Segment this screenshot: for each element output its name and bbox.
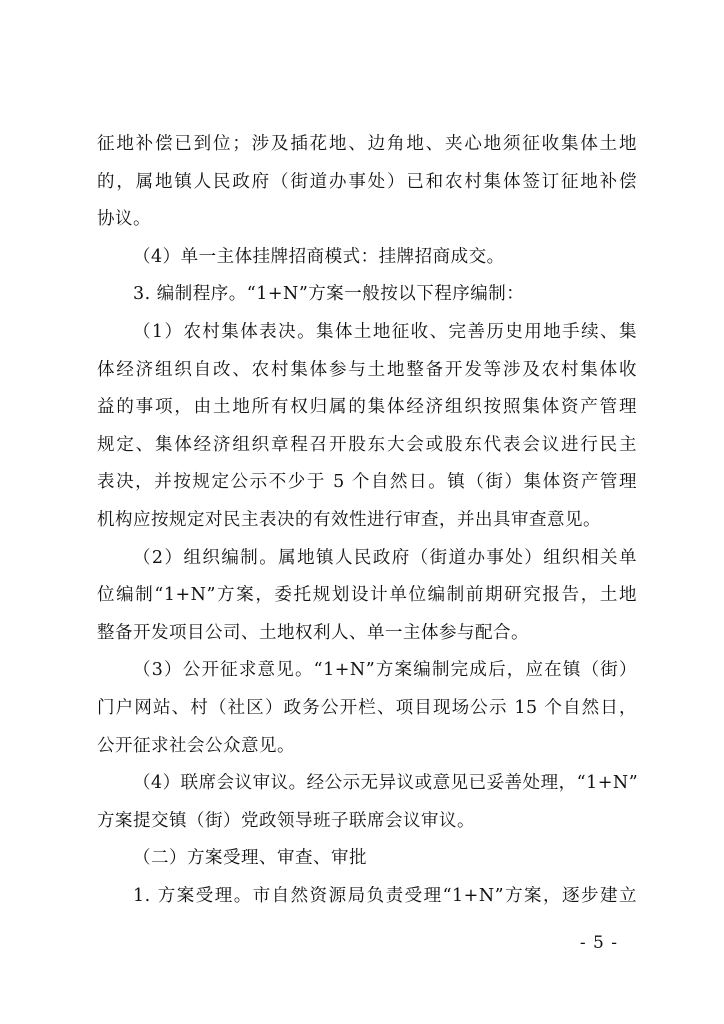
body-text	[97, 126, 637, 915]
text-line: 1. 方案受理。市自然资源局负责受理“1+N”方案，逐步建立	[133, 885, 637, 906]
text-line: 公开征求社会公众意见。	[97, 735, 295, 756]
text-line: 门户网站、村（社区）政务公开栏、项目现场公示 15 个自然日，	[97, 697, 637, 718]
text-line: 协议。	[97, 209, 151, 230]
text-line: 表决，并按规定公示不少于 5 个自然日。镇（街）集体资产管理	[97, 472, 637, 493]
section-heading: （二）方案受理、审查、审批	[133, 848, 367, 869]
text-line: 益的事项，由土地所有权归属的集体经济组织按照集体资产管理	[97, 397, 637, 418]
page-number: - 5 -	[579, 933, 618, 953]
text-line: （2）组织编制。属地镇人民政府（街道办事处）组织相关单	[133, 547, 637, 568]
text-line: （4）单一主体挂牌招商模式：挂牌招商成交。	[133, 246, 505, 267]
text-line: 机构应按规定对民主表决的有效性进行审查，并出具审查意见。	[97, 509, 601, 530]
text-line: 方案提交镇（街）党政领导班子联席会议审议。	[97, 810, 475, 831]
text-line: （3）公开征求意见。“1+N”方案编制完成后，应在镇（街）	[133, 660, 637, 681]
text-line: 规定、集体经济组织章程召开股东大会或股东代表会议进行民主	[97, 434, 637, 455]
text-line: 体经济组织自改、农村集体参与土地整备开发等涉及农村集体收	[97, 359, 637, 380]
text-line: 位编制“1+N”方案，委托规划设计单位编制前期研究报告，土地	[97, 585, 637, 606]
text-line: （4）联席会议审议。经公示无异议或意见已妥善处理，“1+N”	[133, 773, 639, 794]
text-line: 征地补偿已到位；涉及插花地、边角地、夹心地须征收集体土地	[97, 134, 637, 154]
text-line: 3. 编制程序。“1+N”方案一般按以下程序编制：	[133, 284, 525, 305]
text-line: （1）农村集体表决。集体土地征收、完善历史用地手续、集	[133, 321, 637, 342]
text-line: 的，属地镇人民政府（街道办事处）已和农村集体签订征地补偿	[97, 171, 637, 192]
text-line: 整备开发项目公司、土地权利人、单一主体参与配合。	[97, 622, 529, 643]
